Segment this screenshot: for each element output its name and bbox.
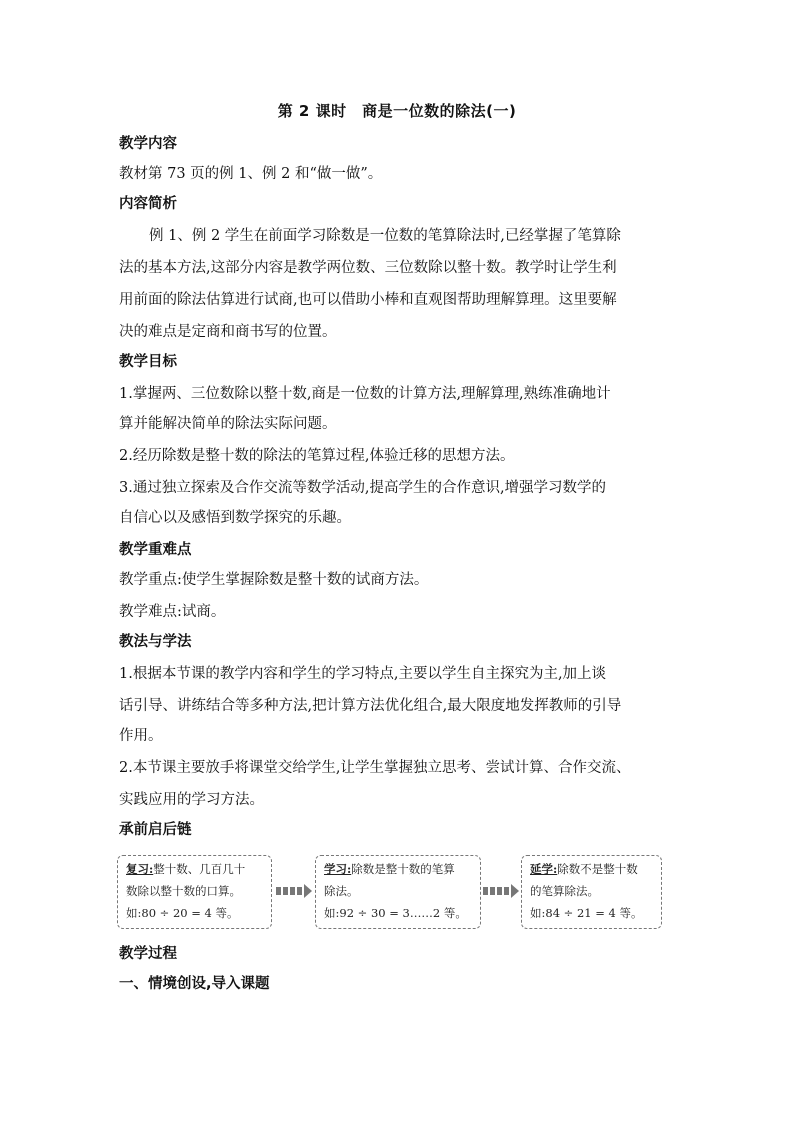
chain-box-learn bbox=[315, 855, 481, 929]
heading-methods: 教法与学法 bbox=[119, 634, 192, 650]
goals-line-2: 算并能解决简单的除法实际问题。 bbox=[119, 416, 337, 432]
page-title: 第 2 课时 商是一位数的除法(一) bbox=[277, 102, 517, 120]
arrow-icon bbox=[275, 884, 313, 898]
heading-key-points: 教学重难点 bbox=[119, 542, 192, 558]
analysis-line-1: 例 1、例 2 学生在前面学习除数是一位数的笔算除法时,已经掌握了笔算除 bbox=[149, 228, 621, 244]
methods-line-2: 话引导、讲练结合等多种方法,把计算方法优化组合,最大限度地发挥教师的引导 bbox=[119, 698, 622, 714]
goals-line-3: 2.经历除数是整十数的除法的笔算过程,体验迁移的思想方法。 bbox=[119, 448, 515, 464]
analysis-line-3: 用前面的除法估算进行试商,也可以借助小棒和直观图帮助理解算理。这里要解 bbox=[119, 292, 617, 308]
chain-box-review bbox=[117, 855, 272, 929]
heading-chain: 承前启后链 bbox=[119, 822, 192, 838]
analysis-line-2: 法的基本方法,这部分内容是教学两位数、三位数除以整十数。教学时让学生利 bbox=[119, 260, 617, 276]
goals-line-4: 3.通过独立探索及合作交流等数学活动,提高学生的合作意识,增强学习数学的 bbox=[119, 480, 607, 496]
analysis-line-4: 决的难点是定商和商书写的位置。 bbox=[119, 324, 337, 340]
chain-box-extend bbox=[521, 855, 662, 929]
arrow-icon bbox=[482, 884, 520, 898]
key-point-line-2: 教学难点:试商。 bbox=[119, 604, 226, 620]
heading-analysis: 内容简析 bbox=[119, 196, 177, 212]
content-text: 教材第 73 页的例 1、例 2 和“做一做”。 bbox=[119, 166, 383, 182]
chain-box-learn-label: 学习: bbox=[324, 862, 352, 876]
chain-box-review-text2: 数除以整十数的口算。 bbox=[126, 884, 241, 898]
heading-goals: 教学目标 bbox=[119, 354, 177, 370]
chain-box-learn-text2: 除法。 bbox=[324, 884, 359, 898]
process-subheading: 一、情境创设,导入课题 bbox=[119, 976, 270, 992]
chain-box-extend-text3: 如:84 ÷ 21 = 4 等。 bbox=[530, 906, 643, 920]
chain-box-review-text3: 如:80 ÷ 20 = 4 等。 bbox=[126, 906, 239, 920]
goals-line-5: 自信心以及感悟到数学探究的乐趣。 bbox=[119, 510, 351, 526]
heading-content: 教学内容 bbox=[119, 136, 177, 152]
methods-line-1: 1.根据本节课的教学内容和学生的学习特点,主要以学生自主探究为主,加上谈 bbox=[119, 666, 607, 682]
chain-box-extend-label: 延学: bbox=[530, 862, 558, 876]
chain-box-learn-text3: 如:92 ÷ 30 = 3……2 等。 bbox=[324, 906, 467, 920]
key-point-line-1: 教学重点:使学生掌握除数是整十数的试商方法。 bbox=[119, 572, 429, 588]
chain-box-learn-text1: 除数是整十数的笔算 bbox=[351, 862, 455, 876]
chain-box-extend-text2: 的笔算除法。 bbox=[530, 884, 599, 898]
chain-box-extend-text1: 除数不是整十数 bbox=[557, 862, 638, 876]
methods-line-3: 作用。 bbox=[119, 728, 163, 744]
chain-box-review-label: 复习: bbox=[126, 862, 154, 876]
methods-line-4: 2.本节课主要放手将课堂交给学生,让学生掌握独立思考、尝试计算、合作交流、 bbox=[119, 760, 631, 776]
chain-box-review-text1: 整十数、几百几十 bbox=[153, 862, 246, 876]
methods-line-5: 实践应用的学习方法。 bbox=[119, 792, 264, 808]
heading-process: 教学过程 bbox=[119, 946, 177, 962]
goals-line-1: 1.掌握两、三位数除以整十数,商是一位数的计算方法,理解算理,熟练准确地计 bbox=[119, 386, 611, 402]
